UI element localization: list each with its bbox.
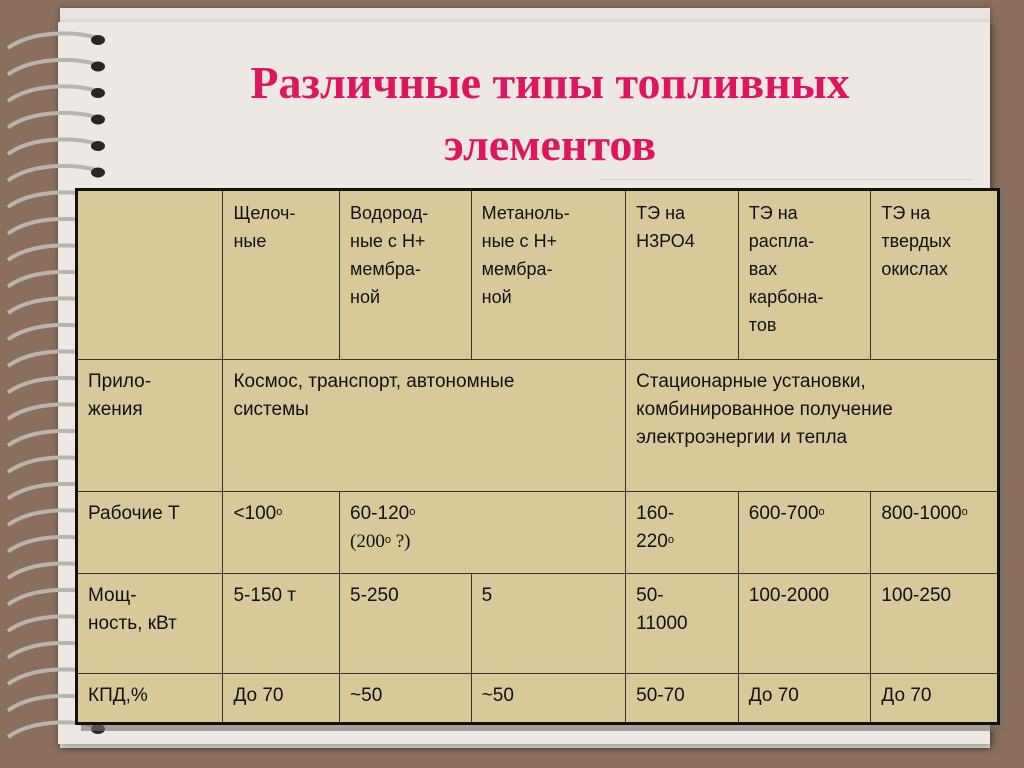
table-header-row: [77, 190, 999, 360]
header-cell-solid-oxide: ТЭ на твердых окислах: [871, 190, 999, 360]
row-label-temperature: Рабочие Т: [77, 492, 223, 574]
header-cell-pem: Водород- ные с Н+ мембра- ной: [340, 190, 472, 360]
header-cell-molten-carbonate: ТЭ на расплa- вах карбона- тов: [738, 190, 871, 360]
spiral-hole: [91, 724, 105, 734]
spiral-hole: [91, 88, 105, 98]
power-phosphoric: 50- 11000: [626, 574, 739, 674]
temp-phosphoric: 160- $220^о$: [626, 492, 739, 574]
eff-methanol: ~50: [471, 674, 625, 724]
power-molten-carbonate: 100-2000: [738, 574, 871, 674]
temp-pem-methanol: $60-120^о$ ($200^о$ ?): [340, 492, 626, 574]
fuel-cell-table: [75, 188, 1000, 725]
table-row-power: [77, 574, 999, 674]
eff-pem: ~50: [340, 674, 472, 724]
power-alkaline: 5-150 т: [223, 574, 340, 674]
eff-phosphoric: 50-70: [626, 674, 739, 724]
temp-alkaline: $<100^о$: [223, 492, 340, 574]
header-cell-phosphoric: ТЭ на Н3РО4: [626, 190, 739, 360]
eff-molten-carbonate: До 70: [738, 674, 871, 724]
row-label-applications: Прило- жения: [77, 360, 223, 492]
power-solid-oxide: 100-250: [871, 574, 999, 674]
spiral-hole: [91, 115, 105, 125]
spiral-hole: [91, 35, 105, 45]
spiral-hole: [91, 168, 105, 178]
spiral-ring: [8, 113, 98, 128]
spiral-ring: [8, 139, 98, 154]
spiral-hole: [91, 141, 105, 151]
spiral-ring: [8, 60, 98, 75]
temp-solid-oxide: $800-1000^о$: [871, 492, 999, 574]
spiral-ring: [8, 33, 98, 48]
row-label-efficiency: КПД,%: [77, 674, 223, 724]
header-cell-alkaline: Щелоч- ные: [223, 190, 340, 360]
row-label-power: Мощ- ность, кВт: [77, 574, 223, 674]
page-title: Различные типы топливных элементов: [250, 57, 850, 170]
table-row-temperature: [77, 492, 999, 574]
power-methanol: 5: [471, 574, 625, 674]
spiral-ring: [8, 166, 98, 181]
applications-group-stationary: Стационарные установки, комбинированное получение электроэнергии и тепла: [626, 360, 999, 492]
table-row-efficiency: [77, 674, 999, 724]
divider-line: [600, 179, 972, 180]
table-row-applications: [77, 360, 999, 492]
power-pem: 5-250: [340, 574, 472, 674]
applications-group-mobile: Космос, транспорт, автономные системы: [223, 360, 626, 492]
spiral-hole: [91, 62, 105, 72]
header-cell-empty: [77, 190, 223, 360]
spiral-ring: [8, 86, 98, 101]
header-cell-methanol: Метаноль- ные с Н+ мембра- ной: [471, 190, 625, 360]
temp-molten-carbonate: $600-700^о$: [738, 492, 871, 574]
eff-solid-oxide: До 70: [871, 674, 999, 724]
eff-alkaline: До 70: [223, 674, 340, 724]
